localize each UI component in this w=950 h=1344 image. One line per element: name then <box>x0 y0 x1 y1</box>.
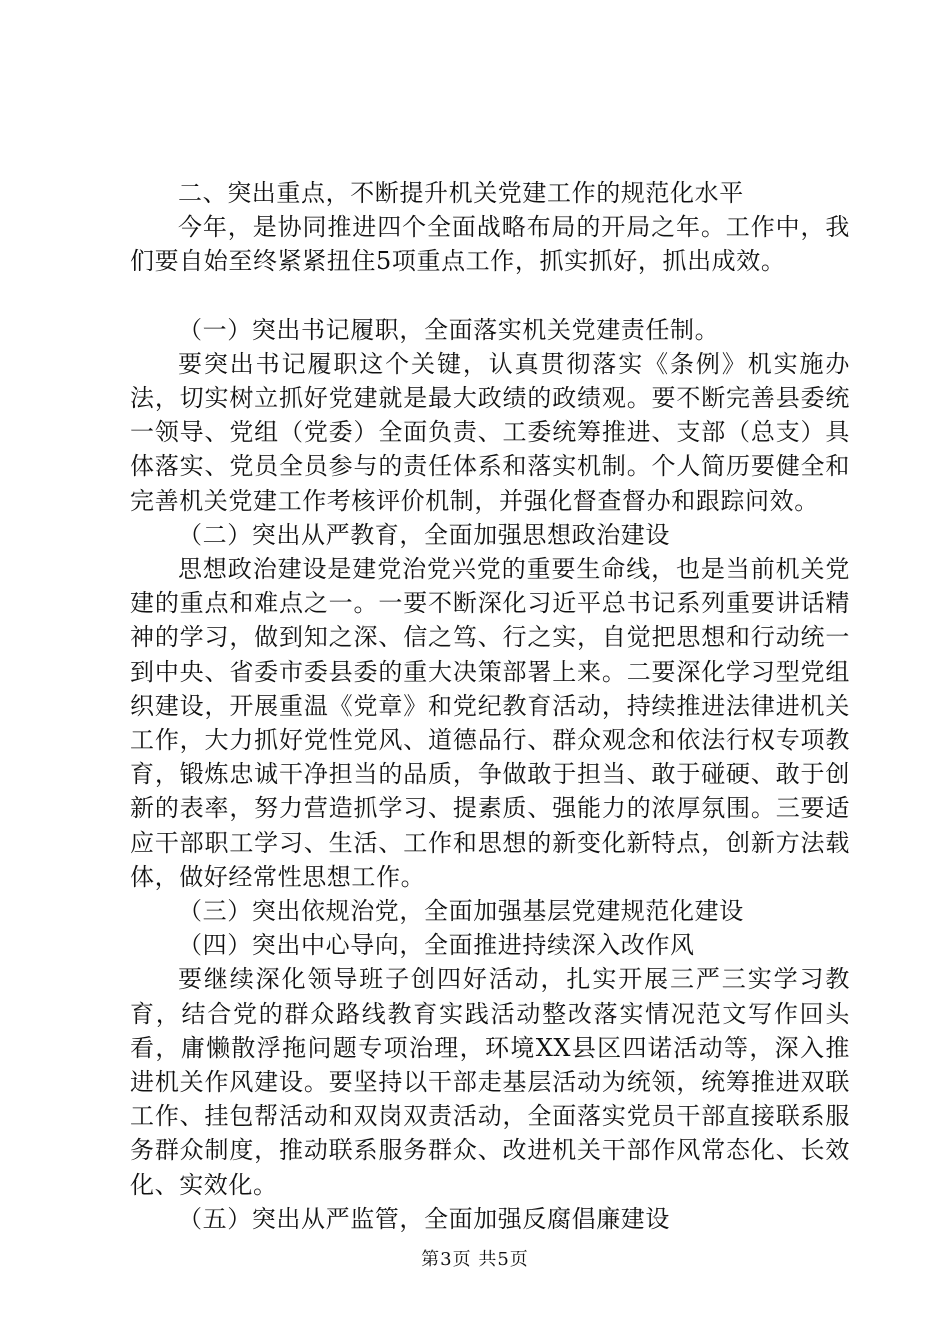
body-paragraph: 要继续深化领导班子创四好活动，扎实开展三严三实学习教育，结合党的群众路线教育实践活动整改落实情况范文写作回头看，庸懒散浮拖问题专项治理，环境XX县区四诺活动等，深入推进机关作风建设。要坚持以干部走基层活动为统领，统筹推进双联工作、挂包帮活动和双岗双责活动，全面落实党员干部直接联系服务群众制度，推动联系服务群众、改进机关干部作风常态化、长效化、实效化。 <box>130 965 850 1199</box>
subsection-heading: （四）突出中心导向，全面推进持续深入改作风 <box>178 931 695 960</box>
body-paragraph: 今年，是协同推进四个全面战略布局的开局之年。工作中，我们要自始至终紧紧扭住5项重点工作，抓实抓好，抓出成效。 <box>130 213 850 276</box>
section-heading: 二、突出重点，不断提升机关党建工作的规范化水平 <box>178 179 744 207</box>
body-paragraph: 思想政治建设是建党治党兴党的重要生命线，也是当前机关党建的重点和难点之一。一要不断深化习近平总书记系列重要讲话精神的学习，做到知之深、信之笃、行之实，自觉把思想和行动统一到中央、省委市委县委的重大决策部署上来。二要深化学习型党组织建设，开展重温《党章》和党纪教育活动，持续推进法律进机关工作，大力抓好党性党风、道德品行、群众观念和依法行权专项教育，锻炼忠诚干净担当的品质，争做敢于担当、敢于碰硬、敢于创新的表率，努力营造抓学习、提素质、强能力的浓厚氛围。三要适应干部职工学习、生活、工作和思想的新变化新特点，创新方法载体，做好经常性思想工作。 <box>130 555 850 891</box>
subsection-heading: （五）突出从严监管，全面加强反腐倡廉建设 <box>178 1204 670 1233</box>
body-paragraph: 要突出书记履职这个关键，认真贯彻落实《条例》机实施办法，切实树立抓好党建就是最大政绩的政绩观。要不断完善县委统一领导、党组（党委）全面负责、工委统筹推进、支部（总支）具体落实、党员全员参与的责任体系和落实机制。个人简历要健全和完善机关党建工作考核评价机制，并强化督查督办和跟踪问效。 <box>130 349 850 515</box>
page-number-footer: 第3页 共5页 <box>421 1249 529 1270</box>
paragraph-gap <box>130 279 850 313</box>
subsection-heading: （三）突出依规治党，全面加强基层党建规范化建设 <box>178 897 744 926</box>
subsection-heading: （二）突出从严教育，全面加强思想政治建设 <box>178 520 670 549</box>
subsection-heading: （一）突出书记履职，全面落实机关党建责任制。 <box>178 315 720 344</box>
document-body <box>130 176 850 1236</box>
